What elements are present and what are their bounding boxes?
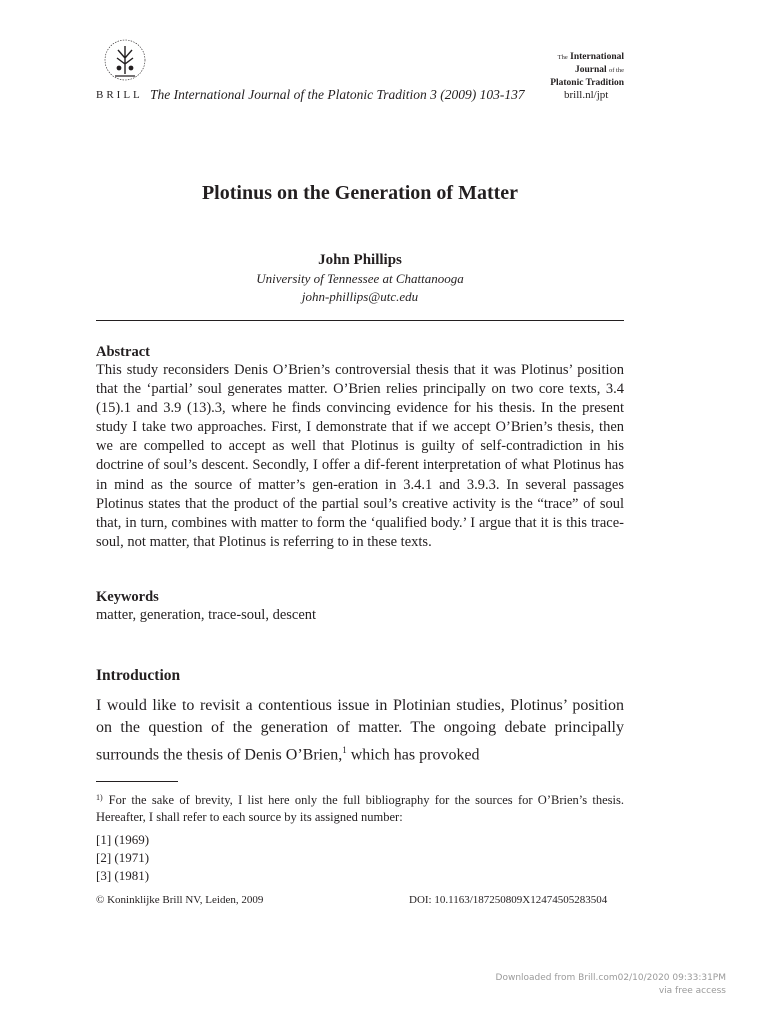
reference-item: [1] (1969) [96, 832, 150, 847]
reference-item: [2] (1971) [96, 850, 150, 865]
journal-logo-word: International [570, 52, 624, 62]
footnote-marker: 1) [96, 793, 103, 802]
journal-logo-word: Platonic Tradition [550, 78, 624, 88]
doi[interactable]: DOI: 10.1163/187250809X12474505283504 [409, 894, 608, 906]
keywords-heading: Keywords [96, 589, 159, 605]
author-name: John Phillips [318, 252, 402, 268]
journal-logo [520, 51, 624, 89]
footnote [96, 789, 624, 826]
introduction-text [96, 695, 624, 767]
title-divider [96, 320, 624, 321]
brill-tree-logo-icon [103, 38, 147, 86]
download-stamp: Downloaded from Brill.com02/10/2020 09:33:31PM [495, 973, 726, 983]
footnote-text: For the sake of brevity, I list here only the full bibliography for the sources for O’Brien’s thesis. Hereafter, I shall refer to each source by its assigned number: [96, 793, 624, 824]
publisher-name: BRILL [96, 89, 143, 101]
introduction-heading: Introduction [96, 667, 181, 684]
journal-citation: The International Journal of the Platonic Tradition 3 (2009) 103-137 [150, 87, 525, 102]
access-stamp: via free access [658, 986, 726, 996]
article-title: Plotinus on the Generation of Matter [201, 182, 519, 204]
keywords-text: matter, generation, trace-soul, descent [96, 607, 317, 623]
copyright-notice: © Koninklijke Brill NV, Leiden, 2009 [96, 894, 264, 906]
journal-url[interactable]: brill.nl/jpt [564, 89, 609, 101]
author-affiliation: University of Tennessee at Chattanooga [256, 271, 464, 286]
footnote-ref[interactable]: 1 [342, 745, 347, 756]
author-email[interactable]: john-phillips@utc.edu [301, 289, 419, 304]
reference-item: [3] (1981) [96, 868, 150, 883]
introduction-body: I would like to revisit a contentious issue in Plotinian studies, Plotinus’ position on the question of the generation of matter. The ongoing debate principally surrounds the thesis of Denis O’Brien, [96, 697, 624, 764]
introduction-body-end: which has provoked [346, 746, 480, 764]
abstract-text: This study reconsiders Denis O’Brien’s controversial thesis that it was Plotinus’ position that the ‘partial’ soul generates matter. O’Brien relies principally on two core texts, 3.4 (15).1 and 3.9 (13).3, where he finds convincing evidence for his thesis. In the present study I take two approaches. First, I demonstrate that if we accept O’Brien’s thesis, then we are compelled to accept as well that Plotinus is guilty of self-contradiction in his doctrine of soul’s descent. Secondly, I offer a dif-ferent interpretation of what Plotinus has in mind as the source of matter’s gen-eration in 3.4.1 and 3.9.3. In several passages Plotinus states that the product of the partial soul’s creative activity is the “trace” of soul that, in turn, combines with matter to form the ‘qualified body.’ I argue that it is this trace-soul, not matter, that Plotinus is referring to in these texts. [96, 362, 624, 550]
footnote-divider [96, 781, 178, 782]
journal-logo-word: of the [609, 67, 624, 74]
journal-logo-word: Journal [574, 65, 607, 75]
journal-logo-word: The [557, 54, 568, 61]
abstract-heading: Abstract [96, 344, 150, 360]
